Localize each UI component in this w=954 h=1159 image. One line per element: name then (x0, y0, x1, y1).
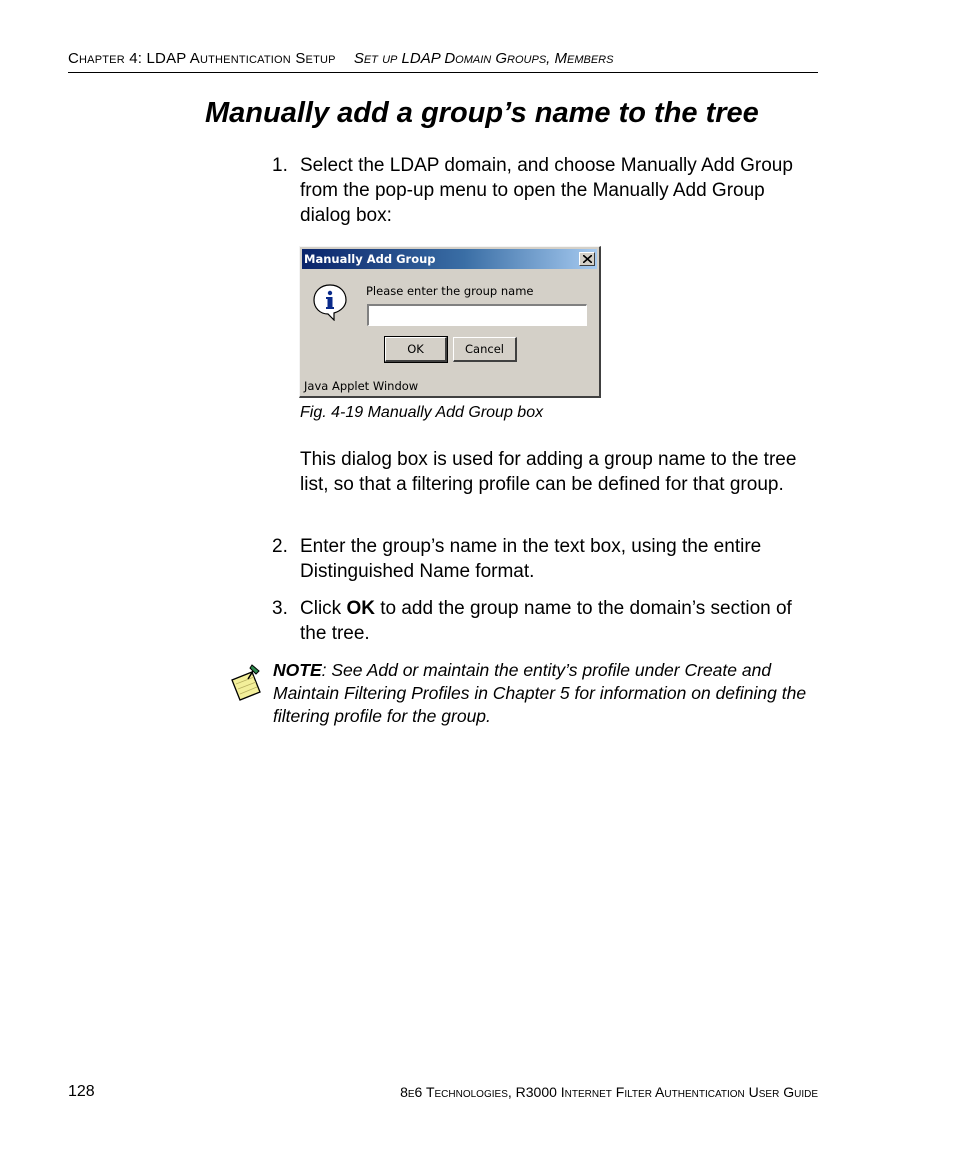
running-header (68, 50, 818, 73)
step-3 (272, 596, 820, 646)
running-footer: 8e6 Technologies, R3000 Internet Filter Authentication User Guide (400, 1084, 818, 1100)
step-text-pre: Click (300, 598, 347, 619)
header-section: Set up LDAP Domain Groups, Members (353, 50, 614, 67)
manually-add-group-dialog (299, 246, 601, 398)
step-1 (272, 153, 820, 228)
step-text: Enter the group’s name in the text box, using the entire Distinguished Name format. (300, 536, 762, 582)
ok-button[interactable]: OK (385, 337, 447, 362)
step-text: Select the LDAP domain, and choose Manually Add Group from the pop-up menu to open the Manually Add Group dialog box: (300, 155, 793, 226)
close-icon[interactable] (579, 252, 595, 266)
applet-window-label: Java Applet Window (304, 379, 419, 393)
note-label: NOTE (273, 660, 322, 680)
note-text: : See Add or maintain the entity’s profile under Create and Maintain Filtering Profiles in Chapter 5 for information on defining the filtering profile for the group. (273, 660, 807, 726)
step-2 (272, 534, 820, 584)
step-text (300, 596, 820, 646)
page-title: Manually add a group’s name to the tree (205, 97, 759, 129)
dialog-title: Manually Add Group (304, 252, 436, 266)
ok-emphasis: OK (346, 598, 375, 619)
note-pin-icon (226, 662, 266, 702)
page-number: 128 (68, 1083, 95, 1100)
step-text-post: to add the group name to the domain’s section of the tree. (300, 598, 792, 644)
dialog-prompt: Please enter the group name (366, 284, 534, 298)
step-number: 3. (272, 598, 288, 619)
header-chapter: Chapter 4: LDAP Authentication Setup (68, 50, 336, 67)
note-block (273, 659, 821, 728)
dialog-titlebar (302, 249, 597, 269)
group-name-input[interactable] (367, 304, 587, 326)
step-number: 2. (272, 536, 288, 557)
body-paragraph: This dialog box is used for adding a group name to the tree list, so that a filtering profile can be defined for that group. (300, 449, 797, 495)
info-icon (312, 283, 348, 321)
step-number: 1. (272, 155, 288, 176)
cancel-button[interactable]: Cancel (453, 337, 517, 362)
figure-caption: Fig. 4-19 Manually Add Group box (300, 404, 544, 421)
